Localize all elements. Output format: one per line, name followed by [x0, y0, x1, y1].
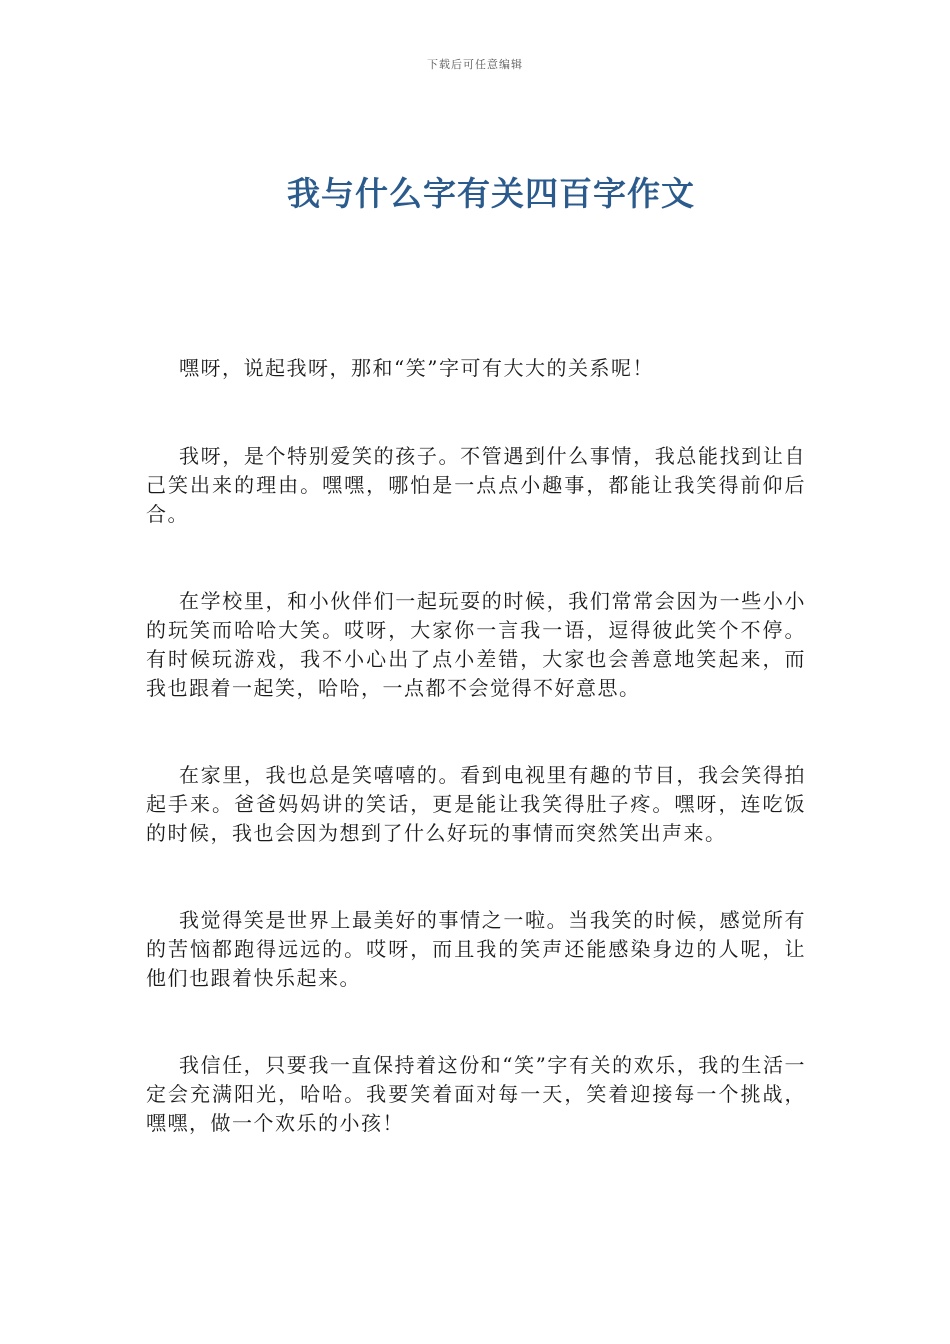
- header-note: 下载后可任意编辑: [427, 58, 523, 71]
- paragraph-3: 在学校里，和小伙伴们一起玩耍的时候，我们常常会因为一些小小的玩笑而哈哈大笑。哎呀，大家你一言我一语，逗得彼此笑个不停。有时候玩游戏，我不小心出了点小差错，大家也会善意地笑起来，而我也跟着一起笑，哈哈，一点都不会觉得不好意思。: [146, 589, 806, 700]
- paragraph-6: 我信任，只要我一直保持着这份和“笑”字有关的欢乐，我的生活一定会充满阳光，哈哈。我要笑着面对每一天，笑着迎接每一个挑战，嘿嘿，做一个欢乐的小孩！: [146, 1053, 806, 1135]
- paragraph-4: 在家里，我也总是笑嘻嘻的。看到电视里有趣的节目，我会笑得拍起手来。爸爸妈妈讲的笑话，更是能让我笑得肚子疼。嘿呀，连吃饭的时候，我也会因为想到了什么好玩的事情而突然笑出声来。: [146, 763, 806, 845]
- document-title: 我与什么字有关四百字作文: [287, 174, 695, 213]
- paragraph-2: 我呀，是个特别爱笑的孩子。不管遇到什么事情，我总能找到让自己笑出来的理由。嘿嘿，哪怕是一点点小趣事，都能让我笑得前仰后合。: [146, 444, 806, 526]
- paragraph-5: 我觉得笑是世界上最美好的事情之一啦。当我笑的时候，感觉所有的苦恼都跑得远远的。哎呀，而且我的笑声还能感染身边的人呢，让他们也跟着快乐起来。: [146, 908, 806, 990]
- paragraph-1: 嘿呀，说起我呀，那和“笑”字可有大大的关系呢！: [179, 356, 654, 380]
